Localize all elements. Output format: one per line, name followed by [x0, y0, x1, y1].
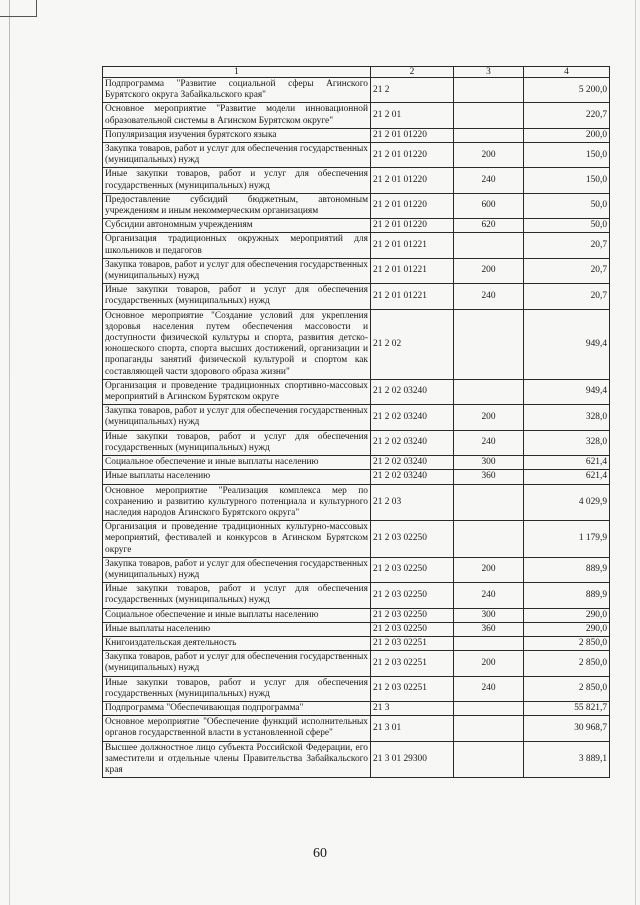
row-name-cell: Основное мероприятие "Создание условий для укрепления здоровья населения путем обеспечения массовости и доступности физической культуры и спорта, развития детско-юношеского спорта, спорта высших достижений, организации и пропаганды занятий физической культурой и спортом как составляющей части здорового образа жизни" — [103, 309, 371, 379]
row-name-cell: Предоставление субсидий бюджетным, автономным учреждениям и иным некоммерческим организациям — [103, 193, 371, 218]
row-sum-cell: 220,7 — [524, 103, 610, 128]
row-type-cell — [454, 716, 524, 741]
row-name-cell: Закупка товаров, работ и услуг для обеспечения государственных (муниципальных) нужд — [103, 258, 371, 283]
table-row — [103, 470, 610, 484]
row-name-cell: Иные закупки товаров, работ и услуг для обеспечения государственных (муниципальных) нужд — [103, 583, 371, 608]
row-code-cell: 21 2 03 02250 — [371, 557, 454, 582]
row-type-cell — [454, 233, 524, 258]
row-sum-cell: 20,7 — [524, 284, 610, 309]
row-sum-cell: 2 850,0 — [524, 676, 610, 701]
row-code-cell: 21 2 03 02250 — [371, 622, 454, 636]
row-type-cell — [454, 521, 524, 558]
row-sum-cell: 2 850,0 — [524, 636, 610, 650]
table-row — [103, 608, 610, 622]
row-sum-cell: 20,7 — [524, 233, 610, 258]
table-row — [103, 78, 610, 103]
table-row — [103, 484, 610, 521]
row-code-cell: 21 2 03 02251 — [371, 651, 454, 676]
row-code-cell: 21 2 02 03240 — [371, 405, 454, 430]
budget-table — [102, 66, 610, 778]
table-row — [103, 521, 610, 558]
row-type-cell: 240 — [454, 430, 524, 455]
table-row — [103, 676, 610, 701]
table-row — [103, 143, 610, 168]
row-type-cell: 300 — [454, 456, 524, 470]
row-name-cell: Организация традиционных окружных мероприятий для школьников и педагогов — [103, 233, 371, 258]
row-type-cell — [454, 103, 524, 128]
row-name-cell: Основное мероприятие "Реализация комплекса мер по сохранению и развитию культурного потенциала и культурного наследия народов Агинского Бурятского округа" — [103, 484, 371, 521]
row-name-cell: Популяризация изучения бурятского языка — [103, 128, 371, 142]
row-sum-cell: 5 200,0 — [524, 78, 610, 103]
row-type-cell: 240 — [454, 676, 524, 701]
table-row — [103, 193, 610, 218]
page-number: 60 — [313, 846, 327, 861]
row-sum-cell: 1 179,9 — [524, 521, 610, 558]
table-row — [103, 103, 610, 128]
row-name-cell: Закупка товаров, работ и услуг для обеспечения государственных (муниципальных) нужд — [103, 651, 371, 676]
row-type-cell: 200 — [454, 651, 524, 676]
table-row — [103, 309, 610, 379]
table-row — [103, 168, 610, 193]
table-row — [103, 741, 610, 778]
row-sum-cell: 621,4 — [524, 470, 610, 484]
row-code-cell: 21 2 03 02250 — [371, 583, 454, 608]
row-type-cell — [454, 484, 524, 521]
row-code-cell: 21 2 02 03240 — [371, 430, 454, 455]
table-row — [103, 219, 610, 233]
row-name-cell: Основное мероприятие "Обеспечение функций исполнительных органов государственной власти в установленной сфере" — [103, 716, 371, 741]
row-sum-cell: 328,0 — [524, 430, 610, 455]
row-type-cell — [454, 309, 524, 379]
table-row — [103, 557, 610, 582]
row-name-cell: Закупка товаров, работ и услуг для обеспечения государственных (муниципальных) нужд — [103, 405, 371, 430]
row-type-cell: 200 — [454, 557, 524, 582]
row-sum-cell: 949,4 — [524, 309, 610, 379]
table-row — [103, 456, 610, 470]
row-code-cell: 21 2 02 — [371, 309, 454, 379]
table-row — [103, 701, 610, 715]
table-row — [103, 258, 610, 283]
row-code-cell: 21 2 03 — [371, 484, 454, 521]
row-type-cell — [454, 78, 524, 103]
row-name-cell: Книгоиздательская деятельность — [103, 636, 371, 650]
row-code-cell: 21 2 01 01220 — [371, 219, 454, 233]
row-code-cell: 21 2 03 02250 — [371, 608, 454, 622]
row-name-cell: Социальное обеспечение и иные выплаты населению — [103, 456, 371, 470]
row-code-cell: 21 2 01 01221 — [371, 258, 454, 283]
table-row — [103, 622, 610, 636]
row-code-cell: 21 2 01 01220 — [371, 168, 454, 193]
table-row — [103, 583, 610, 608]
row-code-cell: 21 2 01 01221 — [371, 284, 454, 309]
column-header: 4 — [524, 67, 610, 78]
row-type-cell: 600 — [454, 193, 524, 218]
row-sum-cell: 4 029,9 — [524, 484, 610, 521]
row-name-cell: Социальное обеспечение и иные выплаты населению — [103, 608, 371, 622]
row-sum-cell: 328,0 — [524, 405, 610, 430]
row-code-cell: 21 2 03 02251 — [371, 676, 454, 701]
row-type-cell — [454, 701, 524, 715]
column-header: 1 — [103, 67, 371, 78]
table-body — [103, 78, 610, 778]
corner-mark — [0, 0, 37, 17]
row-sum-cell: 55 821,7 — [524, 701, 610, 715]
row-sum-cell: 621,4 — [524, 456, 610, 470]
row-sum-cell: 949,4 — [524, 379, 610, 404]
row-type-cell — [454, 741, 524, 778]
row-type-cell: 200 — [454, 143, 524, 168]
row-type-cell — [454, 128, 524, 142]
row-type-cell: 240 — [454, 583, 524, 608]
row-name-cell: Иные закупки товаров, работ и услуг для обеспечения государственных (муниципальных) нужд — [103, 430, 371, 455]
row-name-cell: Иные выплаты населению — [103, 470, 371, 484]
row-code-cell: 21 3 01 29300 — [371, 741, 454, 778]
table-row — [103, 716, 610, 741]
table-row — [103, 284, 610, 309]
row-code-cell: 21 2 01 01220 — [371, 193, 454, 218]
row-type-cell — [454, 379, 524, 404]
row-name-cell: Организация и проведение традиционных культурно-массовых мероприятий, фестивалей и конкурсов в Агинском Бурятском округе — [103, 521, 371, 558]
row-name-cell: Иные закупки товаров, работ и услуг для обеспечения государственных (муниципальных) нужд — [103, 168, 371, 193]
row-type-cell: 300 — [454, 608, 524, 622]
row-name-cell: Подпрограмма "Развитие социальной сферы Агинского Бурятского округа Забайкальского края" — [103, 78, 371, 103]
row-type-cell: 620 — [454, 219, 524, 233]
row-sum-cell: 889,9 — [524, 557, 610, 582]
row-sum-cell: 2 850,0 — [524, 651, 610, 676]
row-code-cell: 21 3 01 — [371, 716, 454, 741]
table-row — [103, 405, 610, 430]
table-row — [103, 430, 610, 455]
row-code-cell: 21 2 — [371, 78, 454, 103]
row-code-cell: 21 2 02 03240 — [371, 379, 454, 404]
row-sum-cell: 150,0 — [524, 143, 610, 168]
row-code-cell: 21 2 03 02250 — [371, 521, 454, 558]
row-code-cell: 21 2 01 01220 — [371, 128, 454, 142]
table-row — [103, 379, 610, 404]
row-code-cell: 21 2 01 01220 — [371, 143, 454, 168]
row-name-cell: Основное мероприятие "Развитие модели инновационной образовательной системы в Агинском Бурятском округе" — [103, 103, 371, 128]
row-sum-cell: 200,0 — [524, 128, 610, 142]
row-name-cell: Закупка товаров, работ и услуг для обеспечения государственных (муниципальных) нужд — [103, 143, 371, 168]
row-code-cell: 21 3 — [371, 701, 454, 715]
row-name-cell: Подпрограмма "Обеспечивающая подпрограмма" — [103, 701, 371, 715]
row-type-cell: 240 — [454, 284, 524, 309]
row-sum-cell: 290,0 — [524, 622, 610, 636]
row-code-cell: 21 2 02 03240 — [371, 470, 454, 484]
row-name-cell: Иные выплаты населению — [103, 622, 371, 636]
row-code-cell: 21 2 02 03240 — [371, 456, 454, 470]
table-row — [103, 636, 610, 650]
row-name-cell: Организация и проведение традиционных спортивно-массовых мероприятий в Агинском Бурятском округе — [103, 379, 371, 404]
row-type-cell: 240 — [454, 168, 524, 193]
row-code-cell: 21 2 01 — [371, 103, 454, 128]
row-sum-cell: 50,0 — [524, 219, 610, 233]
row-sum-cell: 20,7 — [524, 258, 610, 283]
table-row — [103, 651, 610, 676]
row-code-cell: 21 2 03 02251 — [371, 636, 454, 650]
row-name-cell: Иные закупки товаров, работ и услуг для обеспечения государственных (муниципальных) нужд — [103, 676, 371, 701]
row-type-cell — [454, 636, 524, 650]
table-header-row — [103, 67, 610, 78]
row-sum-cell: 30 968,7 — [524, 716, 610, 741]
row-type-cell: 200 — [454, 405, 524, 430]
table-row — [103, 233, 610, 258]
table-row — [103, 128, 610, 142]
row-type-cell: 360 — [454, 470, 524, 484]
row-name-cell: Иные закупки товаров, работ и услуг для обеспечения государственных (муниципальных) нужд — [103, 284, 371, 309]
row-sum-cell: 150,0 — [524, 168, 610, 193]
page-edge — [635, 0, 636, 905]
row-sum-cell: 290,0 — [524, 608, 610, 622]
column-header: 3 — [454, 67, 524, 78]
row-name-cell: Субсидии автономным учреждениям — [103, 219, 371, 233]
row-code-cell: 21 2 01 01221 — [371, 233, 454, 258]
column-header: 2 — [371, 67, 454, 78]
row-sum-cell: 3 889,1 — [524, 741, 610, 778]
row-name-cell: Высшее должностное лицо субъекта Российской Федерации, его заместители и отдельные члены Правительства Забайкальского края — [103, 741, 371, 778]
row-sum-cell: 50,0 — [524, 193, 610, 218]
page-edge — [9, 0, 10, 905]
row-type-cell: 360 — [454, 622, 524, 636]
row-name-cell: Закупка товаров, работ и услуг для обеспечения государственных (муниципальных) нужд — [103, 557, 371, 582]
row-sum-cell: 889,9 — [524, 583, 610, 608]
row-type-cell: 200 — [454, 258, 524, 283]
